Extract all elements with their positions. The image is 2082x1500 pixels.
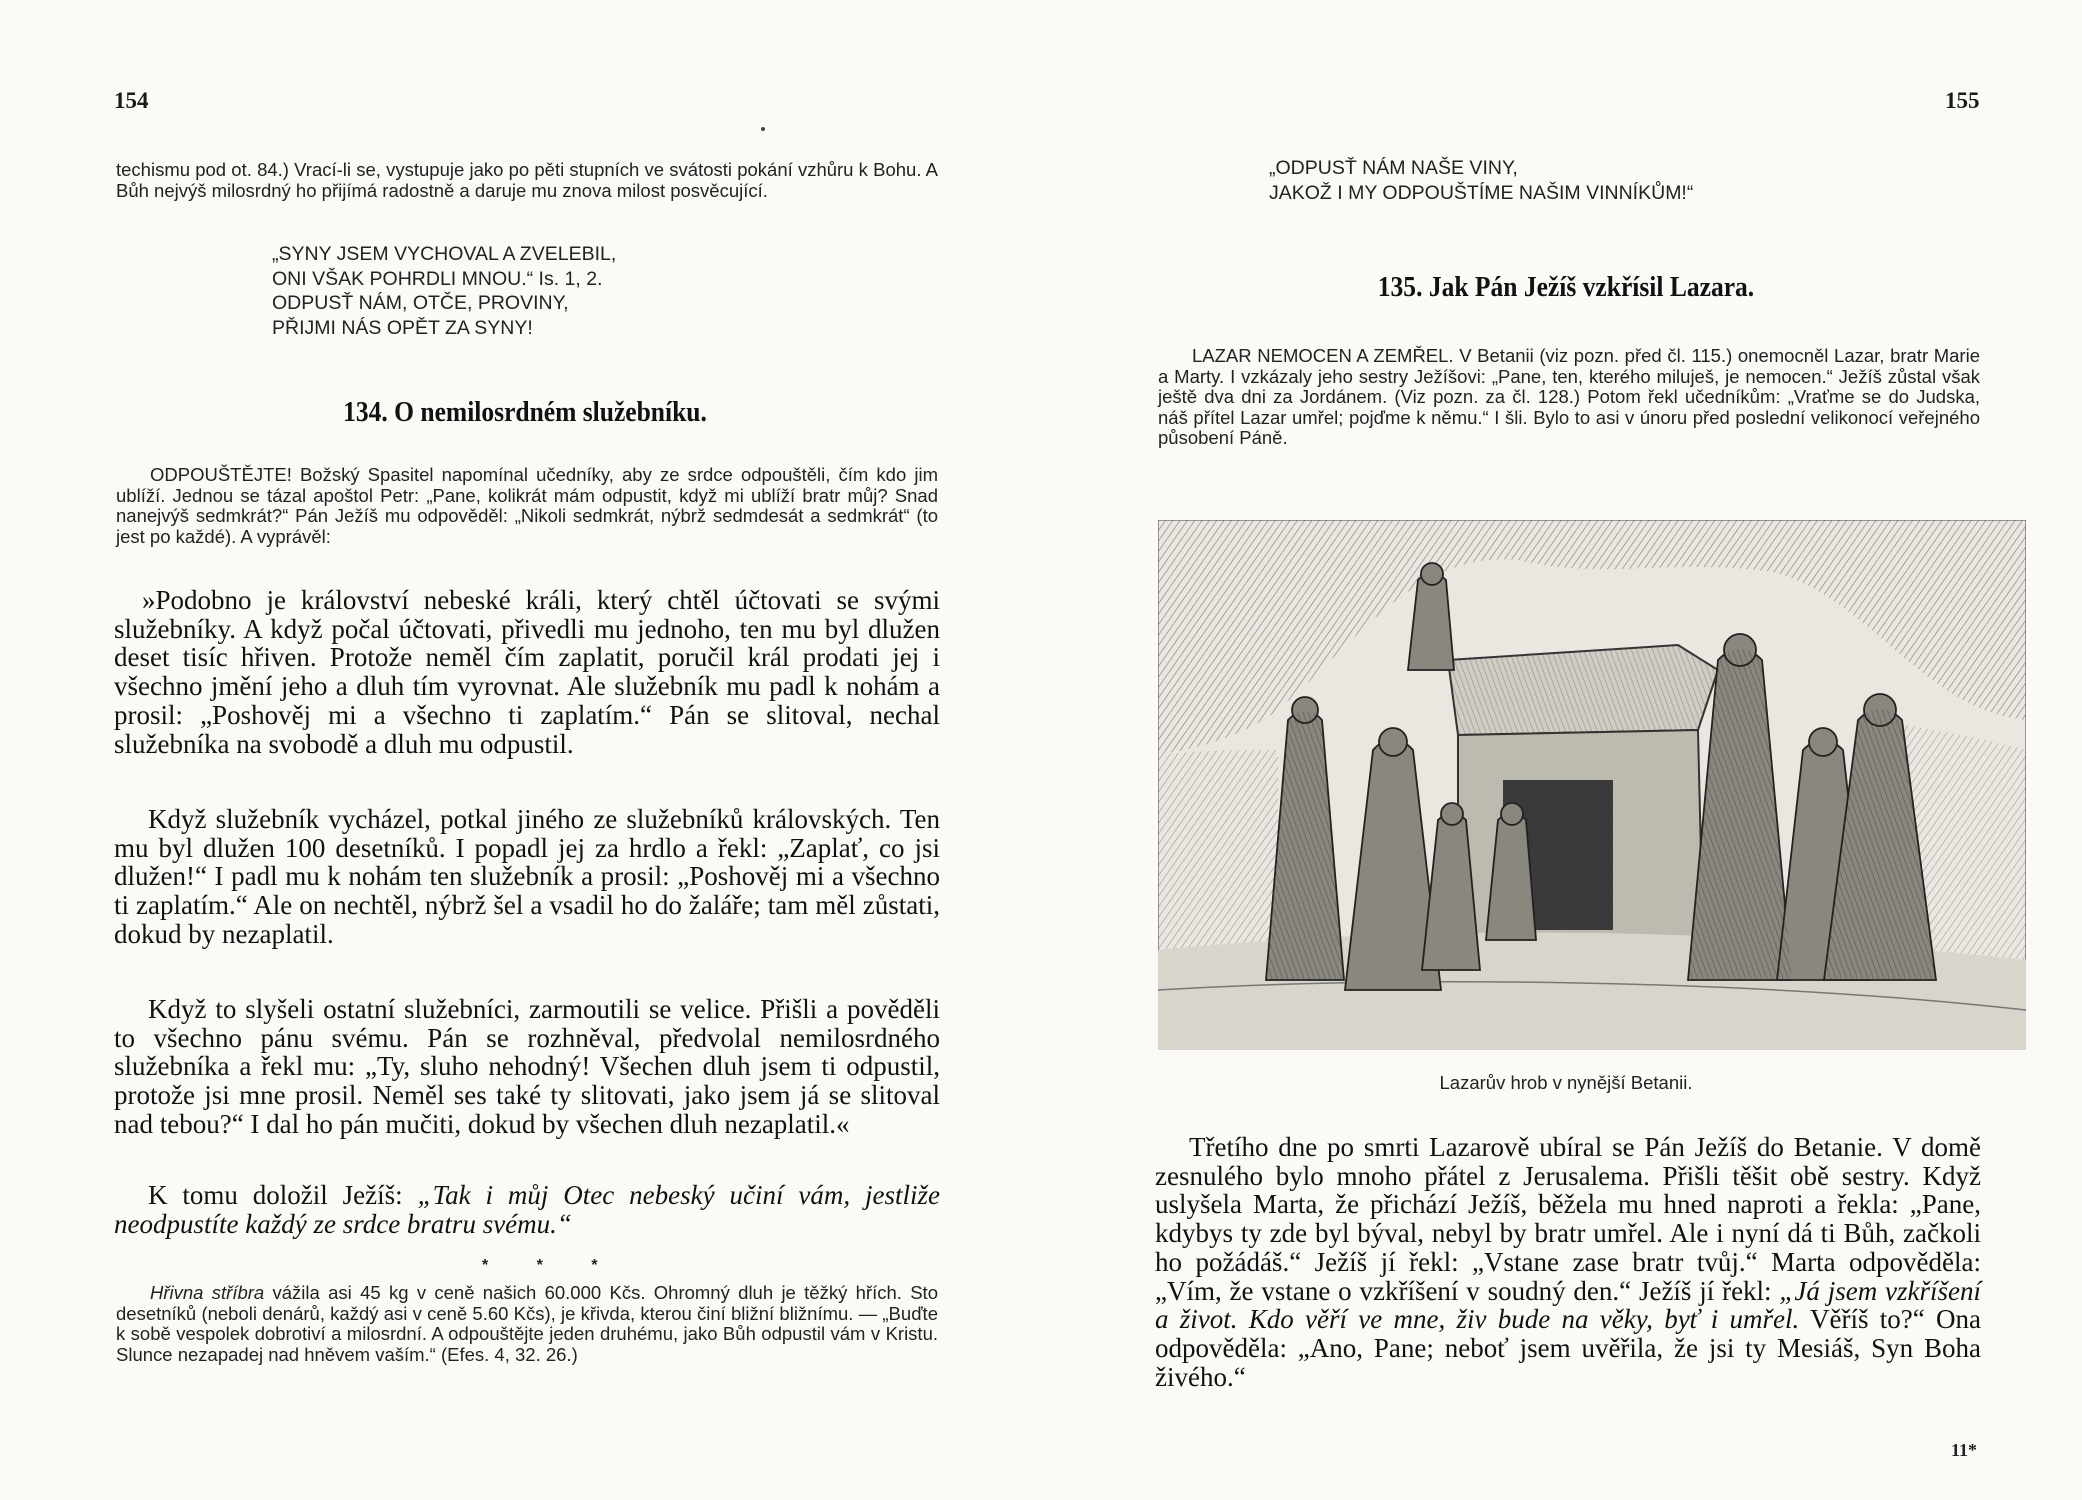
closing-paragraph: [114, 1181, 940, 1238]
section-divider: * * *: [482, 1257, 620, 1274]
story-quote: „Já jsem vzkříšení a život. Kdo věří ve mne, živ bude na věky, byť i umřel.: [1155, 1275, 1982, 1335]
verse-line: ONI VŠAK POHRDLI MNOU.“ Is. 1, 2.: [272, 267, 603, 290]
footnote-lead: Hřivna stříbra: [150, 1282, 265, 1303]
lazarus-tomb-illustration: [1158, 520, 2026, 1050]
story-rest: Věříš to?“ Ona odpověděla: „Ano, Pane; neboť jsem uvěřila, že jsi ty Mesiáš, Syn Boha živého.“: [1155, 1304, 1981, 1392]
verse-line: JAKOŽ I MY ODPOUŠTÍME NAŠIM VINNÍKŮM!“: [1269, 181, 1694, 204]
closing-lead: K tomu doložil Ježíš:: [148, 1180, 418, 1210]
verse-line: „ODPUSŤ NÁM NAŠE VINY,: [1269, 157, 1518, 179]
story-paragraph: Když služebník vycházel, potkal jiného ze služebníků královských. Ten mu byl dlužen 100 desetníků. I popadl jej za hrdlo a řekl: „Zaplať, co jsi dlužen!“ I padl mu k nohám ten služebník a prosil: „Poshověj mi a všechno ti zaplatím.“ Ale on nechtěl, nýbrž šel a vsadil ho do žaláře; tam měl zůstati, dokud by nezaplatil.: [114, 804, 940, 949]
figure-caption: Lazarův hrob v nynější Betanii.: [1439, 1072, 1693, 1093]
verse-block: [272, 242, 832, 340]
page-number: 154: [114, 88, 149, 113]
page-number: 155: [1945, 88, 1980, 113]
signature-mark: 11*: [1951, 1440, 1978, 1460]
summary-paragraph: ODPOUŠTĚJTE! Božský Spasitel napomínal učedníky, aby ze srdce odpouštěli, čím kdo jim ublíží. Jednou se tázal apoštol Petr: „Pane, kolikrát mám odpustit, když mi ublíží bratr můj? Snad nanejvýš sedmkrát?“ Pán Ježíš mu odpověděl: „Nikoli sedmkrát, nýbrž sedmdesát a sedmkrát“ (to jest po každé). A vyprávěl:: [116, 464, 938, 547]
verse-line: PŘIJMI NÁS OPĚT ZA SYNY!: [272, 316, 533, 339]
footnote-text: vážila asi 45 kg v ceně našich 60.000 Kčs. Ohromný dluh je těžký hřích. Sto desetníků (neboli denárů, každý asi v ceně 5.60 Kčs), je křivda, kterou činí bližní bližnímu. — „Buďte k sobě vespolek dobrotiví a milosrdní. A odpouštějte jeden druhému, jako Bůh odpustil vám v Kristu. Slunce nezapadej nad hněvem vaším.“ (Efes. 4, 32. 26.): [116, 1282, 938, 1365]
verse-block: [1269, 156, 1909, 205]
intro-paragraph: techismu pod ot. 84.) Vrací-li se, vystupuje jako po pěti stupních ve svátosti pokání vzhůru k Bohu. A Bůh nejvýš milosrdný ho přijímá radostně a daruje mu znova milost posvěcující.: [116, 159, 938, 201]
summary-paragraph: LAZAR NEMOCEN A ZEMŘEL. V Betanii (viz pozn. před čl. 115.) onemocněl Lazar, bratr Marie a Marty. I vzkázaly jeho sestry Ježíšovi: „Pane, ten, kterého miluješ, je nemocen.“ Ježíš zůstal však ještě dva dni za Jordánem. (Viz pozn. za čl. 128.) Potom řekl učedníkům: „Vraťme se do Judska, náš přítel Lazar umřel; pojďme k němu.“ I šli. Bylo to asi v únoru před poslední velikonocí veřejného působení Páně.: [1158, 345, 1980, 448]
story-paragraph: [1155, 1133, 1981, 1391]
story-paragraph: Když to slyšeli ostatní služebníci, zarmoutili se velice. Přišli a pověděli to všechno pánu svému. Pán se rozhněval, předvolal nemilosrdného služebníka a řekl mu: „Ty, sluho nehodný! Všechen dluh jsem ti odpustil, protože jsi mne prosil. Neměl ses také ty slitovati, jako jsem já se slitoval nad tebou?“ I dal ho pán mučiti, dokud by všechen dluh nezaplatil.«: [114, 994, 940, 1139]
story-lead: Třetího dne po smrti Lazarově ubíral se Pán Ježíš do Betanie. V domě zesnulého bylo mnoho přátel z Jerusalema. Přišli těšit obě sestry. Když uslyšela Marta, že přichází Ježíš, běžela mu hned naproti a řekla: „Pane, kdybys ty zde byl býval, nebyl by bratr umřel. Ale i nyní dá ti Bůh, začkoli ho požádáš.“ Ježíš jí řekl: „Vstane zase bratr tvůj.“ Marta odpověděla: „Vím, že vstane o vzkříšení v soudný den.“ Ježíš jí řekl:: [1155, 1132, 1981, 1306]
verse-line: ODPUSŤ NÁM, OTČE, PROVINY,: [272, 292, 569, 314]
section-heading: 135. Jak Pán Ježíš vzkřísil Lazara.: [1377, 271, 1755, 303]
ink-dot: [761, 127, 765, 131]
section-heading: 134. O nemilosrdném služebníku.: [343, 396, 707, 428]
verse-line: „SYNY JSEM VYCHOVAL A ZVELEBIL,: [272, 243, 617, 265]
story-paragraph: »Podobno je království nebeské králi, který chtěl účtovati se svými služebníky. A když počal účtovati, přivedli mu jednoho, ten mu byl dlužen deset tisíc hřiven. Protože neměl čím zaplatit, poručil král prodati jej i všechno jmění jeho a dluh tím vyrovnat. Ale služebník mu padl k nohám a prosil: „Poshověj mi a všechno ti zaplatím.“ Pán se slitoval, nechal služebníka na svobodě a dluh mu odpustil.: [114, 585, 940, 759]
closing-quote: „Tak i můj Otec nebeský učiní vám, jestliže neodpustíte každý ze srdce bratru svému.“: [114, 1180, 940, 1239]
footnote-paragraph: [116, 1283, 938, 1365]
right-page: [1041, 0, 2082, 1500]
